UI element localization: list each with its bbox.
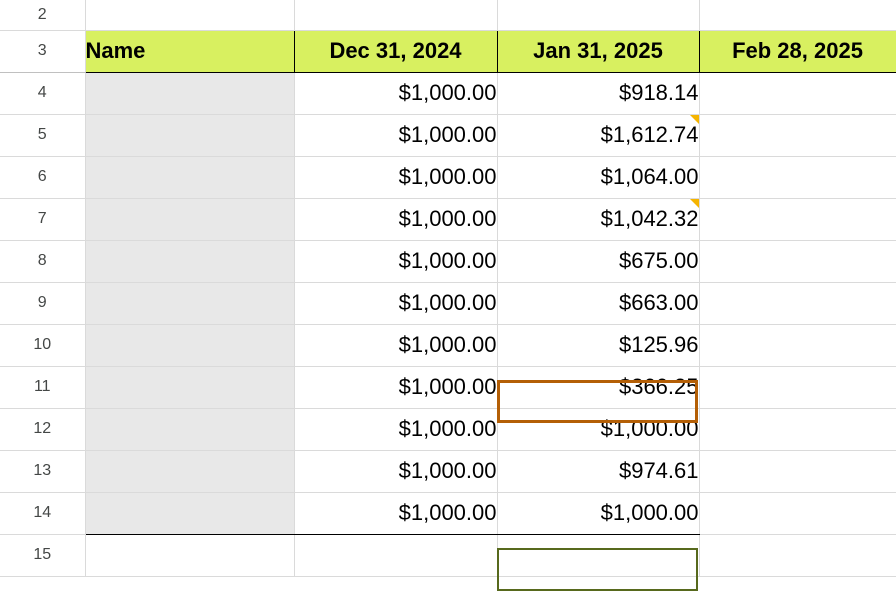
cell-dec-8[interactable]: $1,000.00	[294, 240, 497, 282]
comment-marker-icon[interactable]	[690, 115, 699, 124]
table-row[interactable]	[0, 408, 896, 450]
cell-name-9[interactable]	[85, 282, 294, 324]
cell-jan-5[interactable]	[497, 114, 699, 156]
cell-dec-9[interactable]: $1,000.00	[294, 282, 497, 324]
table-row[interactable]	[0, 366, 896, 408]
table-row[interactable]	[0, 450, 896, 492]
cell-dec-11[interactable]: $1,000.00	[294, 366, 497, 408]
cell-jan-10[interactable]: $125.96	[497, 324, 699, 366]
cell-dec-7[interactable]: $1,000.00	[294, 198, 497, 240]
cell-feb-7[interactable]	[699, 198, 896, 240]
column-header-feb[interactable]: Feb 28, 2025	[699, 30, 896, 72]
cell-jan-8[interactable]: $675.00	[497, 240, 699, 282]
cell-jan-9[interactable]: $663.00	[497, 282, 699, 324]
row-header-9[interactable]: 9	[0, 282, 85, 324]
row-header-13[interactable]: 13	[0, 450, 85, 492]
row-header-11[interactable]: 11	[0, 366, 85, 408]
cell-dec-12[interactable]: $1,000.00	[294, 408, 497, 450]
row-header-14[interactable]: 14	[0, 492, 85, 534]
cell-value: $1,042.32	[600, 206, 699, 231]
cell-name-12[interactable]	[85, 408, 294, 450]
table-row[interactable]	[0, 324, 896, 366]
cell-name-11[interactable]	[85, 366, 294, 408]
table-row[interactable]	[0, 0, 896, 30]
cell-name-14[interactable]	[85, 492, 294, 534]
cell-dec-10[interactable]: $1,000.00	[294, 324, 497, 366]
cell-jan-7[interactable]	[497, 198, 699, 240]
cell-name-13[interactable]	[85, 450, 294, 492]
row-header-5[interactable]: 5	[0, 114, 85, 156]
cell-name-4[interactable]	[85, 72, 294, 114]
cell-jan-11-selected[interactable]: $366.25	[497, 366, 699, 408]
row-header-7[interactable]: 7	[0, 198, 85, 240]
table-row[interactable]	[0, 534, 896, 576]
cell-name-2[interactable]	[85, 0, 294, 30]
cell-feb-13[interactable]	[699, 450, 896, 492]
cell-jan-2[interactable]	[497, 0, 699, 30]
table-row[interactable]	[0, 114, 896, 156]
cell-name-7[interactable]	[85, 198, 294, 240]
table-row[interactable]	[0, 72, 896, 114]
cell-feb-14[interactable]	[699, 492, 896, 534]
cell-name-6[interactable]	[85, 156, 294, 198]
cell-name-8[interactable]	[85, 240, 294, 282]
cell-dec-6[interactable]: $1,000.00	[294, 156, 497, 198]
column-header-dec[interactable]: Dec 31, 2024	[294, 30, 497, 72]
cell-value: $1,612.74	[600, 122, 699, 147]
comment-marker-icon[interactable]	[690, 199, 699, 208]
cell-dec-14[interactable]: $1,000.00	[294, 492, 497, 534]
table-row[interactable]	[0, 492, 896, 534]
cell-feb-6[interactable]	[699, 156, 896, 198]
table-row[interactable]	[0, 282, 896, 324]
cell-jan-12[interactable]: $1,000.00	[497, 408, 699, 450]
cell-name-10[interactable]	[85, 324, 294, 366]
cell-name-15[interactable]	[85, 534, 294, 576]
table-row[interactable]	[0, 156, 896, 198]
row-header-8[interactable]: 8	[0, 240, 85, 282]
cell-dec-2[interactable]	[294, 0, 497, 30]
column-header-jan[interactable]: Jan 31, 2025	[497, 30, 699, 72]
row-header-6[interactable]: 6	[0, 156, 85, 198]
row-header-10[interactable]: 10	[0, 324, 85, 366]
cell-feb-15[interactable]	[699, 534, 896, 576]
cell-dec-15[interactable]	[294, 534, 497, 576]
cell-name-5[interactable]	[85, 114, 294, 156]
cell-dec-4[interactable]: $1,000.00	[294, 72, 497, 114]
cell-jan-15[interactable]	[497, 534, 699, 576]
row-header-12[interactable]: 12	[0, 408, 85, 450]
cell-jan-14[interactable]: $1,000.00	[497, 492, 699, 534]
table-row[interactable]	[0, 198, 896, 240]
cell-dec-5[interactable]: $1,000.00	[294, 114, 497, 156]
column-header-name[interactable]: Name	[85, 30, 294, 72]
row-header-15[interactable]: 15	[0, 534, 85, 576]
row-header-2[interactable]: 2	[0, 0, 85, 30]
cell-feb-5[interactable]	[699, 114, 896, 156]
table-header-row[interactable]	[0, 30, 896, 72]
cell-jan-4[interactable]: $918.14	[497, 72, 699, 114]
cell-feb-2[interactable]	[699, 0, 896, 30]
cell-feb-9[interactable]	[699, 282, 896, 324]
cell-feb-12[interactable]	[699, 408, 896, 450]
cell-jan-6[interactable]: $1,064.00	[497, 156, 699, 198]
table-row[interactable]	[0, 240, 896, 282]
cell-feb-8[interactable]	[699, 240, 896, 282]
cell-jan-13[interactable]: $974.61	[497, 450, 699, 492]
cell-dec-13[interactable]: $1,000.00	[294, 450, 497, 492]
cell-feb-10[interactable]	[699, 324, 896, 366]
row-header-3[interactable]: 3	[0, 30, 85, 72]
cell-feb-4[interactable]	[699, 72, 896, 114]
cell-feb-11[interactable]	[699, 366, 896, 408]
row-header-4[interactable]: 4	[0, 72, 85, 114]
